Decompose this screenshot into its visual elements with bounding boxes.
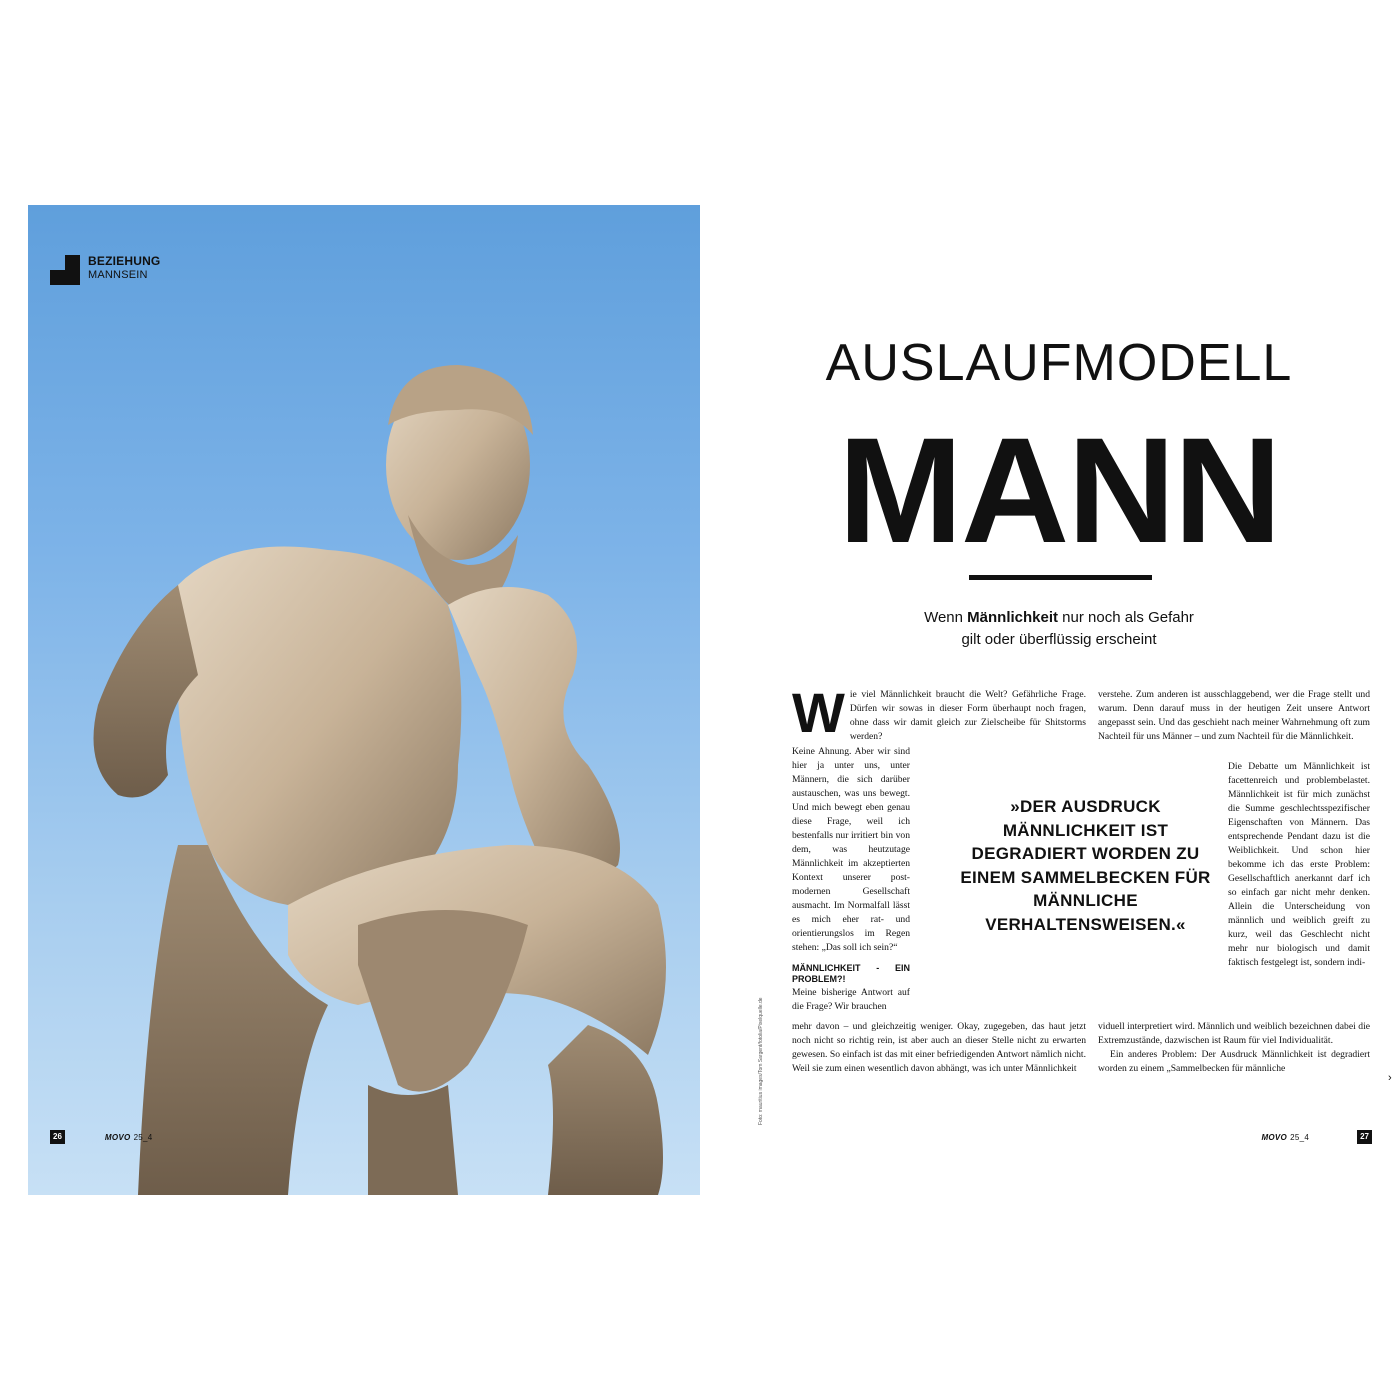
- magazine-name: MOVO: [104, 1132, 131, 1142]
- magazine-folio: [1261, 1133, 1309, 1142]
- section-rubric: [50, 255, 160, 285]
- left-page-photo: [28, 205, 700, 1195]
- column-2-intro: verstehe. Zum anderen ist ausschlaggebend, wer die Frage stellt und warum. Denn darauf muss in der heutigen Zeit unsere Antwort angepasst sein. Und das geschieht nach meiner Wahrnehmung oft zum Nachteil für uns Männer – und zum Nachteil für die Männlichkeit.: [1098, 689, 1370, 742]
- magazine-folio: [105, 1133, 153, 1142]
- folio-left: [50, 1130, 153, 1144]
- article-subtitle: Wenn Männlichkeit nur noch als Gefahr gilt oder überflüssig erscheint: [924, 609, 1194, 648]
- magazine-spread: [28, 205, 1392, 1195]
- section-subhead: MÄNNLICHKEIT - EIN PROBLEM?!: [792, 963, 910, 984]
- article-kicker: AUSLAUFMODELL: [825, 334, 1293, 392]
- column-1-narrow: Keine Ahnung. Aber wir sind hier ja unter uns, unter Männern, die sich darüber austauschen, was uns bewegt. Und mich bewegt eben genau diese Frage, weil ich bestenfalls nur irritiert bin von dem, was heutzutage Männlichkeit im akzeptierten Kontext unserer post-modernen Gesellschaft ausmacht. Im Normalfall lässt es mich eher rat- und orientierungslos im Regen stehen: „Das soll ich sein?“ MÄNNLICHKEIT - EIN PROBLEM?! Meine bisherige Antwort auf die Frage? Wir brauchen: [792, 746, 910, 1012]
- issue-number: 25_4: [1290, 1132, 1310, 1142]
- column-2-narrow: Die Debatte um Männlichkeit ist facettenreich und problembelastet. Männlichkeit ist für mich zunächst die Summe geschlechtsspezifischer Eigenschaften von Männern. Das entsprechende Pendant dazu ist die Weiblichkeit. Und schon hier bekomme ich das erste Problem: Gesellschaftlich anerkannt darf ich so einfach gar nicht mehr denken. Allein die Unterscheidung von männlich und weiblich greift zu kurz, weil das Geschlecht nicht mehr nur biologisch und damit faktisch festgelegt ist, sondern indi-: [1228, 761, 1370, 968]
- rubric-subsection: MANNSEIN: [88, 269, 148, 281]
- dropcap: W: [792, 681, 845, 744]
- statue-photo: [28, 205, 700, 1195]
- photo-credit: Foto: mauritius images/Tom Sargent/fotolia/Pixelquelle.de: [758, 997, 764, 1125]
- column-2-bottom: viduell interpretiert wird. Männlich und weiblich bezeichnen dabei die Extremzustände, dazwischen ist Raum für viel Individualität. Ein anderes Problem: Der Ausdruck Männlichkeit ist degradiert worden zu einem „Sammelbecken für männliche: [1098, 1021, 1370, 1074]
- rubric-section: BEZIEHUNG: [88, 254, 161, 268]
- right-page-article: [728, 205, 1392, 1195]
- column-1-intro: W ie viel Männlichkeit braucht die Welt? Gefährliche Frage. Dürfen wir sowas in dieser Form überhaupt noch fragen, ohne dass wir damit gleich zur Zielscheibe für Shitstorms werden?: [792, 681, 1086, 744]
- issue-number: 25_4: [133, 1132, 153, 1142]
- continue-arrow-icon: ›: [1388, 1072, 1392, 1084]
- article-title: MANN: [838, 406, 1280, 574]
- magazine-name: MOVO: [1261, 1132, 1288, 1142]
- pull-quote: »DER AUSDRUCK MÄNNLICHKEIT IST DEGRADIERT WORDEN ZU EINEM SAMMELBECKEN FÜR MÄNNLICHE VERHALTENSWEISEN.«: [960, 797, 1211, 934]
- page-number: 27: [1357, 1130, 1372, 1144]
- title-divider: [969, 575, 1152, 580]
- folio-right: [1261, 1130, 1372, 1144]
- page-number: 26: [50, 1130, 65, 1144]
- stepped-square-icon: [50, 255, 80, 285]
- column-1-bottom: mehr davon – und gleichzeitig weniger. Okay, zugegeben, das haut jetzt noch nicht so richtig rein, ist aber auch an dieser Stelle nicht zu erwarten gewesen. So einfach ist das mit einer befriedigenden Antwort nämlich nicht. Weil sie zum einen wesentlich davon abhängt, was ich unter Männlichkeit: [792, 1021, 1086, 1074]
